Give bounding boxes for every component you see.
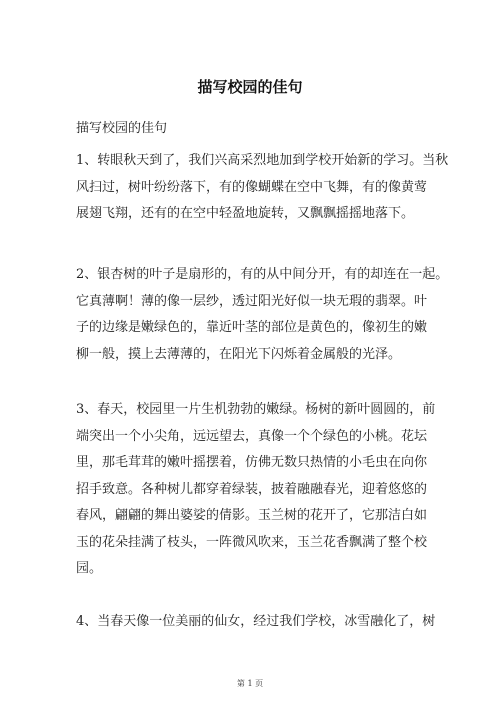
paragraph-line: 4、当春天像一位美丽的仙女，经过我们学校，冰雪融化了，树 bbox=[76, 614, 436, 629]
paragraph-line: 园。 bbox=[76, 561, 103, 576]
paragraph-line: 风扫过，树叶纷纷落下，有的像蝴蝶在空中飞舞，有的像黄莺 bbox=[76, 179, 428, 195]
paragraph-line: 展翅飞翔，还有的在空中轻盈地旋转，又飘飘摇摇地落下。 bbox=[76, 206, 415, 221]
paragraph-line: 3、春天，校园里一片生机勃勃的嫩绿。杨树的新叶圆圆的，前 bbox=[76, 402, 436, 417]
paragraph-line: 招手致意。各种树儿都穿着绿装，披着融融春光，迎着悠悠的 bbox=[76, 481, 428, 497]
paragraph-line: 子的边缘是嫩绿色的，靠近叶茎的部位是黄色的，像初生的嫩 bbox=[76, 320, 428, 335]
paragraph-line: 柳一般，摸上去薄薄的，在阳光下闪烁着金属般的光泽。 bbox=[76, 346, 402, 362]
paragraph-line: 里，那毛茸茸的嫩叶摇摆着，仿佛无数只热情的小毛虫在向你 bbox=[76, 455, 428, 470]
paragraph-line: 春风，翩翩的舞出婆娑的倩影。玉兰树的花开了，它那洁白如 bbox=[76, 508, 428, 523]
document-title: 描写校园的佳句 bbox=[197, 78, 303, 96]
paragraph-line: 2、银杏树的叶子是扇形的，有的从中间分开，有的却连在一起。 bbox=[76, 267, 449, 282]
paragraph-4 bbox=[76, 609, 444, 636]
document-subtitle: 描写校园的佳句 bbox=[76, 121, 168, 136]
paragraph-line: 它真薄啊！薄的像一层纱，透过阳光好似一块无瑕的翡翠。叶 bbox=[76, 293, 428, 309]
paragraph-3 bbox=[76, 397, 444, 583]
page-number: 第 1 页 bbox=[236, 679, 264, 688]
paragraph-line: 端突出一个小尖角，远远望去，真像一个个绿色的小桃。花坛 bbox=[76, 428, 428, 444]
paragraph-1 bbox=[76, 148, 449, 228]
paragraph-2 bbox=[76, 262, 449, 368]
paragraph-line: 玉的花朵挂满了枝头，一阵微风吹来，玉兰花香飘满了整个校 bbox=[76, 534, 428, 550]
paragraph-line: 1、转眼秋天到了，我们兴高采烈地加到学校开始新的学习。当秋 bbox=[76, 153, 449, 168]
